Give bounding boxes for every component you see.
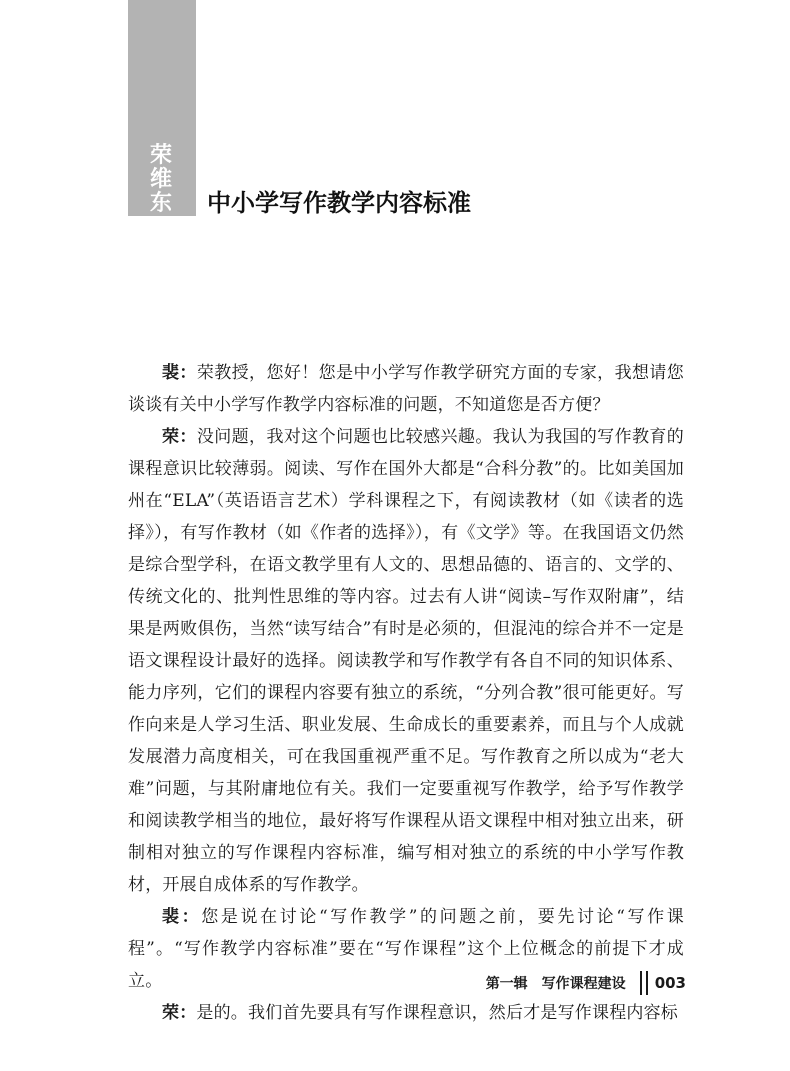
paragraph (128, 421, 684, 901)
interview-body (128, 357, 684, 1029)
speaker-label: 裴： (162, 363, 197, 383)
paragraph-text: 没问题，我对这个问题也比较感兴趣。我认为我国的写作教育的课程意识比较薄弱。阅读、写作在国外大都是“合科分教”的。比如美国加州在“ELA”（英语语言艺术）学科课程之下，有阅读教材（如《读者的选择》），有写作教材（如《作者的选择》），有《文学》等。在我国语文仍然是综合型学科，在语文教学里有人文的、思想品德的、语言的、文学的、传统文化的、批判性思维的等内容。过去有人讲“阅读–写作双附庸”，结果是两败俱伤，当然“读写结合”有时是必须的，但混沌的综合并不一定是语文课程设计最好的选择。阅读教学和写作教学有各自不同的知识体系、能力序列，它们的课程内容要有独立的系统，“分列合教”很可能更好。写作向来是人学习生活、职业发展、生命成长的重要素养，而且与个人成就发展潜力高度相关，可在我国重视严重不足。写作教育之所以成为“老大难”问题，与其附庸地位有关。我们一定要重视写作教学，给予写作教学和阅读教学相当的地位，最好将写作课程从语文课程中相对独立出来，研制相对独立的写作课程内容标准，编写相对独立的系统的中小学写作教材，开展自成体系的写作教学。 (128, 427, 684, 895)
page-number: 003 (654, 974, 686, 992)
speaker-label: 裴： (162, 907, 202, 927)
author-char: 东 (149, 191, 172, 216)
page-footer (486, 970, 686, 996)
author-char: 维 (149, 167, 172, 192)
author-char: 荣 (149, 143, 172, 168)
author-name (146, 144, 176, 216)
paragraph-text: 荣教授，您好！您是中小学写作教学研究方面的专家，我想请您谈谈有关中小学写作教学内容标准的问题，不知道您是否方便？ (128, 363, 684, 415)
footer-divider (640, 971, 648, 995)
section-label: 第一辑 写作课程建设 (485, 976, 626, 992)
paragraph-text: 是的。我们首先要具有写作课程意识，然后才是写作课程内容标 (196, 1003, 679, 1023)
paragraph (128, 357, 684, 421)
article-title: 中小学写作教学内容标准 (207, 189, 471, 217)
speaker-label: 荣： (162, 1003, 197, 1023)
paragraph-text: 您是说在讨论“写作教学”的问题之前，要先讨论“写作课程”。“写作教学内容标准”要在“写作课程”这个上位概念的前提下才成立。 (128, 907, 684, 991)
paragraph (128, 997, 684, 1029)
speaker-label: 荣： (162, 427, 197, 447)
